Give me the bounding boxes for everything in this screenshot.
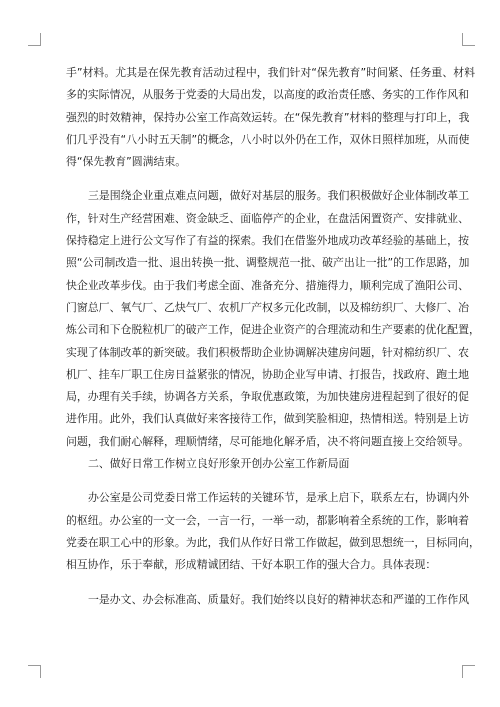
text-line: 炼公司和下仓脱粒机厂的破产工作，促进企业资产的合理流动和生产要素的优化配置， [66, 323, 480, 337]
crop-mark-top-right [462, 33, 475, 46]
text-line: 作，针对生产经营困难、资金缺乏、面临停产的企业，在盘活闲置资产、安排就业、 [66, 211, 469, 225]
paragraph-gap [66, 577, 438, 589]
text-line: 机厂、挂车厂职工住房日益紧张的情况，协助企业写申请、打报告，找政府、跑土地 [66, 367, 469, 381]
text-line: 局，办理有关手续，协调各方关系，争取优惠政策，为加快建房进程起到了很好的促 [66, 390, 469, 404]
text-line: 实现了体制改革的新突破。我们积极帮助企业协调解决建房问题，针对棉纺织厂、农 [66, 345, 469, 359]
text-line: 相互协作，乐于奉献，形成精诚团结、干好本职工作的强大合力。具体表现： [66, 558, 437, 572]
crop-mark-top-left [28, 33, 41, 46]
text-line: 党委在职工心中的形象。为此，我们从作好日常工作做起，做到思想统一，目标同向， [66, 535, 480, 549]
paragraph-gap [66, 475, 438, 487]
text-line: 办公室是公司党委日常工作运转的关键环节，是承上启下，联系左右，协调内外 [88, 491, 470, 505]
text-line: 的枢纽。办公室的一文一会，一言一行，一举一动，都影响着全系统的工作，影响着 [66, 513, 469, 527]
text-line: 进作用。此外，我们认真做好来客接待工作，做到笑脸相迎，热情相送。特别是上访 [66, 412, 469, 426]
text-line: 强烈的时效精神，保持办公室工作高效运转。在“保先教育”材料的整理与打印上，我 [66, 110, 470, 124]
text-line: 多的实际情况，从服务于党委的大局出发，以高度的政治责任感、务实的工作作风和 [66, 88, 469, 102]
paragraph-4 [66, 487, 480, 576]
heading-line: 二、做好日常工作树立良好形象开创办公室工作新局面 [88, 457, 350, 471]
text-line: 照“公司制改造一批、退出转换一批、调整规范一批、破产出让一批”的工作思路，加 [66, 256, 470, 270]
paragraph-2 [66, 185, 480, 453]
crop-mark-bottom-left [28, 665, 41, 678]
paragraph-1 [66, 62, 475, 173]
text-line: 快企业改革步伐。由于我们考虑全面、准备充分、措施得力，顺利完成了渔阳公司、 [66, 278, 469, 292]
text-line: 问题，我们耐心解释，理顺情绪，尽可能地化解矛盾，决不将问题直接上交给领导。 [66, 434, 469, 448]
text-line: 保持稳定上进行公文写作了有益的探索。我们在借鉴外地成功改革经验的基础上，按 [66, 234, 469, 248]
text-line: 三是围绕企业重点难点问题，做好对基层的服务。我们积极做好企业体制改革工 [88, 189, 470, 203]
section-heading [66, 453, 438, 475]
text-line: 手”材料。尤其是在保先教育活动过程中，我们针对“保先教育”时间紧、任务重、材料 [66, 66, 475, 79]
text-line: 们几乎没有“八小时五天制”的概念，八小时以外仍在工作，双休日照样加班，从而使 [66, 132, 470, 146]
text-line: 得“保先教育”圆满结束。 [66, 155, 187, 169]
paragraph-gap [66, 173, 438, 185]
document-body [66, 62, 480, 611]
paragraph-5 [66, 589, 470, 611]
text-line: 一是办文、办会标准高、质量好。我们始终以良好的精神状态和严谨的工作作风 [88, 592, 470, 606]
text-line: 门窗总厂、氧气厂、乙炔气厂、农机厂产权多元化改制，以及棉纺织厂、大修厂、冶 [66, 300, 469, 314]
crop-mark-bottom-right [462, 665, 475, 678]
